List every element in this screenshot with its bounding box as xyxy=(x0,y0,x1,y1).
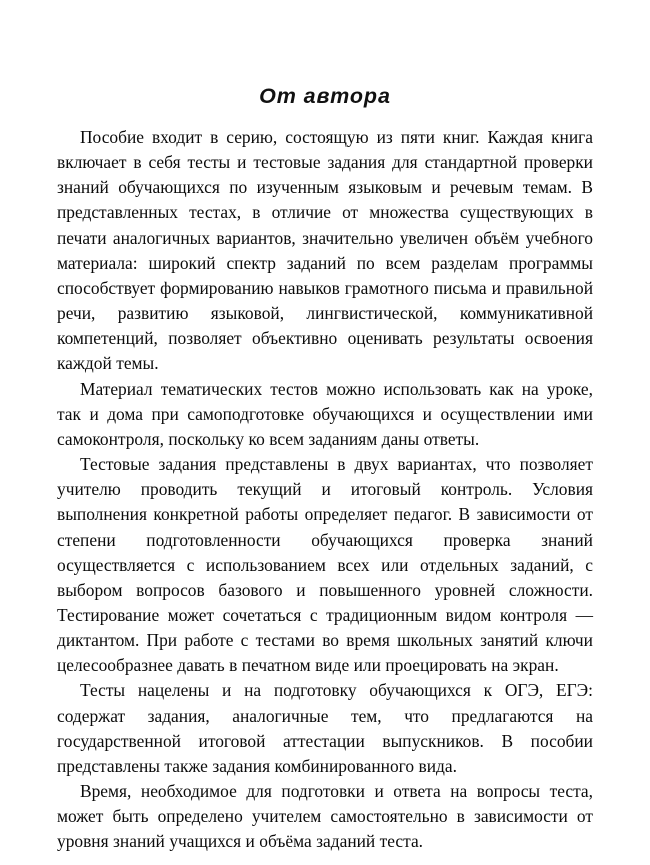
paragraph: Тесты нацелены и на подготовку обучающихся к ОГЭ, ЕГЭ: содержат задания, аналогичные тем, что предлагаются на государственной итоговой аттестации выпускников. В пособии представлены также задания комбинированного вида. xyxy=(57,680,593,776)
paragraph: Пособие входит в серию, состоящую из пяти книг. Каждая книга включает в себя тесты и тестовые задания для стандартной проверки знаний обучающихся по изученным языковым и речевым темам. В представленных тестах, в отличие от множества существующих в печати аналогичных вариантов, значительно увеличен объём учебного материала: широкий спектр заданий по всем разделам программы способствует формированию навыков грамотного письма и правильной речи, развитию языковой, лингвистической, коммуникативной компетенций, позволяет объективно оценивать результаты освоения каждой темы. xyxy=(57,127,593,374)
paragraph: Время, необходимое для подготовки и ответа на вопросы теста, может быть определено учителем самостоятельно в зависимости от уровня знаний учащихся и объёма заданий теста. xyxy=(57,781,593,852)
paragraph: Тестовые задания представлены в двух вариантах, что позволяет учителю проводить текущий и итоговый контроль. Условия выполнения конкретной работы определяет педагог. В зависимости от степени подготовленности обучающихся проверка знаний осуществляется с использованием всех или отдельных заданий, с выбором вопросов базового и повышенного уровней сложности. Тестирование может сочетаться с традиционным видом контроля — диктантом. При работе с тестами во время школьных занятий ключи целесообразнее давать в печатном виде или проецировать на экран. xyxy=(57,454,593,676)
body-text-block xyxy=(57,125,593,855)
paragraph: Материал тематических тестов можно использовать как на уроке, так и дома при самоподготовке обучающихся и осуществлении ими самоконтроля, поскольку ко всем заданиям даны ответы. xyxy=(57,378,593,449)
page-title: От автора xyxy=(259,84,391,108)
